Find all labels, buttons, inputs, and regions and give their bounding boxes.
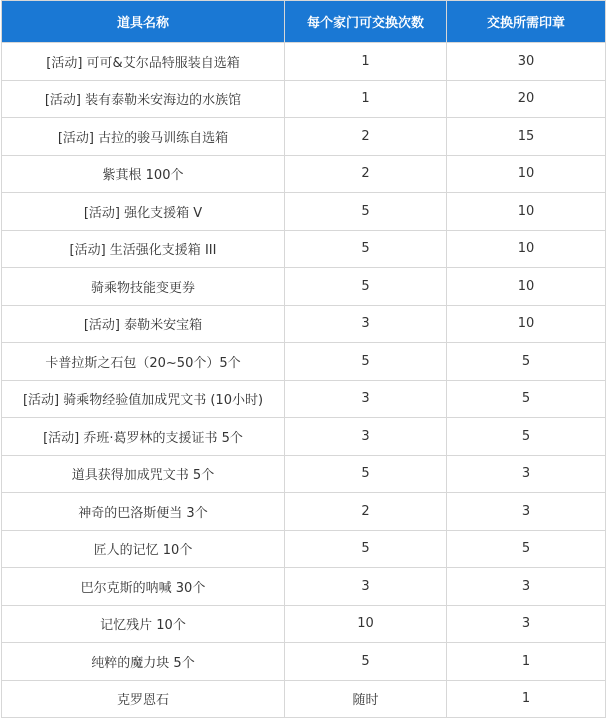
cell-item-name: [活动] 骑乘物经验值加成咒文书 (10小时) (2, 380, 285, 418)
exchange-table (1, 0, 606, 718)
cell-required-stamps: 5 (447, 530, 606, 568)
cell-required-stamps: 20 (447, 80, 606, 118)
cell-item-name: [活动] 生活强化支援箱 III (2, 230, 285, 268)
cell-exchange-times: 5 (285, 643, 447, 681)
cell-item-name: 克罗恩石 (2, 680, 285, 718)
cell-exchange-times: 5 (285, 530, 447, 568)
cell-required-stamps: 30 (447, 43, 606, 81)
table-row (2, 230, 606, 268)
cell-item-name: [活动] 泰勒米安宝箱 (2, 305, 285, 343)
cell-exchange-times: 3 (285, 568, 447, 606)
table-row (2, 605, 606, 643)
cell-item-name: 记忆残片 10个 (2, 605, 285, 643)
header-item-name: 道具名称 (2, 1, 285, 43)
table-row (2, 343, 606, 381)
table-row (2, 380, 606, 418)
table-row (2, 193, 606, 231)
cell-item-name: 卡普拉斯之石包（20~50个）5个 (2, 343, 285, 381)
cell-exchange-times: 3 (285, 380, 447, 418)
cell-exchange-times: 5 (285, 230, 447, 268)
cell-exchange-times: 2 (285, 155, 447, 193)
cell-required-stamps: 3 (447, 455, 606, 493)
cell-item-name: [活动] 装有泰勒米安海边的水族馆 (2, 80, 285, 118)
cell-item-name: 骑乘物技能变更券 (2, 268, 285, 306)
cell-exchange-times: 2 (285, 493, 447, 531)
cell-item-name: 道具获得加成咒文书 5个 (2, 455, 285, 493)
table-row (2, 455, 606, 493)
cell-exchange-times: 10 (285, 605, 447, 643)
table-row (2, 680, 606, 718)
cell-exchange-times: 5 (285, 268, 447, 306)
cell-exchange-times: 5 (285, 193, 447, 231)
cell-required-stamps: 10 (447, 305, 606, 343)
cell-item-name: 巴尔克斯的呐喊 30个 (2, 568, 285, 606)
cell-item-name: [活动] 乔班·葛罗林的支援证书 5个 (2, 418, 285, 456)
cell-exchange-times: 1 (285, 43, 447, 81)
header-exchange-times: 每个家门可交换次数 (285, 1, 447, 43)
cell-item-name: 神奇的巴洛斯便当 3个 (2, 493, 285, 531)
cell-exchange-times: 1 (285, 80, 447, 118)
cell-exchange-times: 随时 (285, 680, 447, 718)
table-row (2, 418, 606, 456)
table-body (2, 43, 606, 718)
header-required-stamps: 交换所需印章 (447, 1, 606, 43)
cell-exchange-times: 3 (285, 305, 447, 343)
cell-item-name: [活动] 古拉的骏马训练自选箱 (2, 118, 285, 156)
table-header-row (2, 1, 606, 43)
table-row (2, 305, 606, 343)
table-row (2, 118, 606, 156)
cell-required-stamps: 3 (447, 493, 606, 531)
cell-required-stamps: 5 (447, 343, 606, 381)
cell-item-name: [活动] 强化支援箱 V (2, 193, 285, 231)
cell-required-stamps: 3 (447, 568, 606, 606)
table-row (2, 568, 606, 606)
cell-required-stamps: 5 (447, 380, 606, 418)
cell-required-stamps: 5 (447, 418, 606, 456)
cell-item-name: 匠人的记忆 10个 (2, 530, 285, 568)
cell-required-stamps: 10 (447, 155, 606, 193)
cell-item-name: 紫萁根 100个 (2, 155, 285, 193)
table-row (2, 493, 606, 531)
table-row (2, 155, 606, 193)
table-row (2, 43, 606, 81)
cell-required-stamps: 15 (447, 118, 606, 156)
cell-required-stamps: 1 (447, 643, 606, 681)
table-row (2, 530, 606, 568)
cell-required-stamps: 10 (447, 268, 606, 306)
table-row (2, 268, 606, 306)
cell-required-stamps: 1 (447, 680, 606, 718)
table-row (2, 80, 606, 118)
cell-exchange-times: 3 (285, 418, 447, 456)
cell-exchange-times: 5 (285, 343, 447, 381)
cell-item-name: 纯粹的魔力块 5个 (2, 643, 285, 681)
table-row (2, 643, 606, 681)
cell-exchange-times: 5 (285, 455, 447, 493)
cell-required-stamps: 3 (447, 605, 606, 643)
cell-required-stamps: 10 (447, 230, 606, 268)
cell-required-stamps: 10 (447, 193, 606, 231)
cell-item-name: [活动] 可可&艾尔品特服装自选箱 (2, 43, 285, 81)
cell-exchange-times: 2 (285, 118, 447, 156)
